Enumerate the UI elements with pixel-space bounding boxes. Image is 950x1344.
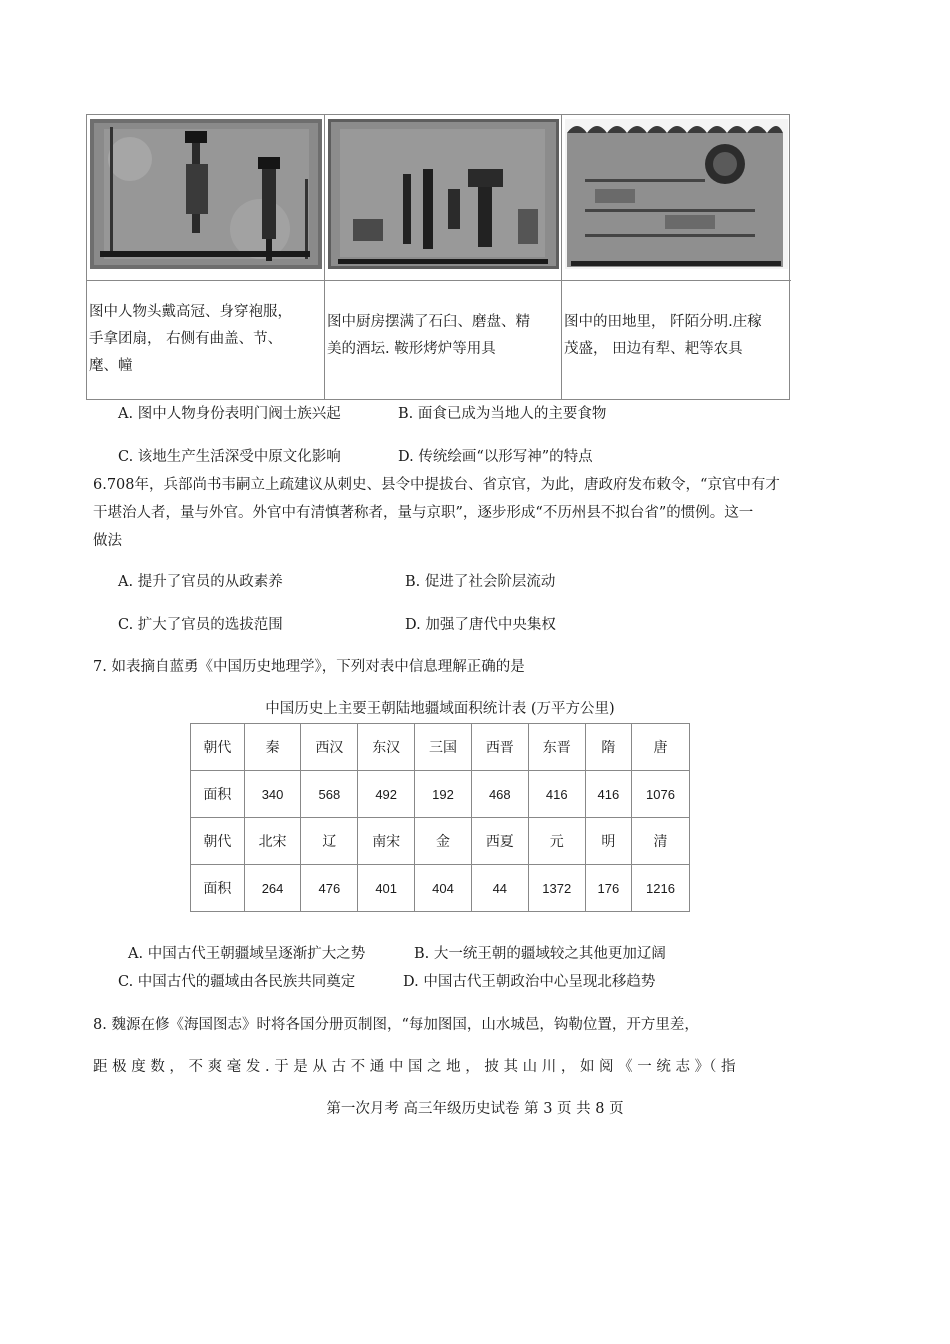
table-cell: 东晋 bbox=[528, 724, 585, 771]
field-rubbing-image bbox=[565, 119, 788, 269]
image-cell-3 bbox=[562, 115, 791, 280]
table-cell: 401 bbox=[358, 865, 415, 912]
q7-option-b: B. 大一统王朝的疆域较之其他更加辽阔 bbox=[414, 946, 666, 962]
table-cell: 1076 bbox=[631, 771, 689, 818]
table-cell: 朝代 bbox=[191, 724, 245, 771]
image-caption-2 bbox=[325, 280, 562, 400]
table-row bbox=[191, 818, 690, 865]
q5-option-c: C. 该地生产生活深受中原文化影响 bbox=[118, 449, 341, 465]
table-cell: 404 bbox=[415, 865, 472, 912]
table-cell: 1372 bbox=[528, 865, 585, 912]
caption-3-line-1: 图中的田地里， 阡陌分明.庄稼 bbox=[564, 314, 762, 330]
table-row bbox=[191, 865, 690, 912]
table-cell: 1216 bbox=[631, 865, 689, 912]
table-cell: 东汉 bbox=[358, 724, 415, 771]
q5-option-a: A. 图中人物身份表明门阀士族兴起 bbox=[118, 406, 341, 422]
q7-option-a: A. 中国古代王朝疆域呈逐渐扩大之势 bbox=[128, 946, 366, 962]
table-cell: 南宋 bbox=[358, 818, 415, 865]
q5-option-d: D. 传统绘画“以形写神”的特点 bbox=[398, 449, 593, 465]
image-cell-1 bbox=[87, 115, 325, 280]
table-cell: 176 bbox=[585, 865, 631, 912]
table-row bbox=[191, 771, 690, 818]
q8-line-2: 距 极 度 数 ， 不 爽 毫 发 . 于 是 从 古 不 通 中 国 之 地 ， 披 其 山 川 ， 如 阅 《 一 统 志 》（ 指 bbox=[93, 1059, 736, 1075]
territory-area-table bbox=[190, 723, 690, 912]
q6-option-d: D. 加强了唐代中央集权 bbox=[405, 617, 556, 633]
table-cell: 秦 bbox=[244, 724, 301, 771]
table-cell: 416 bbox=[528, 771, 585, 818]
caption-3-line-2: 茂盛， 田边有犁、耙等农具 bbox=[564, 341, 743, 357]
q7-option-c: C. 中国古代的疆域由各民族共同奠定 bbox=[118, 974, 356, 990]
table-cell: 金 bbox=[415, 818, 472, 865]
table-cell: 416 bbox=[585, 771, 631, 818]
q6-option-a: A. 提升了官员的从政素养 bbox=[118, 574, 283, 590]
table-cell: 明 bbox=[585, 818, 631, 865]
caption-1-line-3: 麾、幢 bbox=[89, 358, 133, 374]
table-cell: 唐 bbox=[631, 724, 689, 771]
caption-1-line-2: 手拿团扇， 右侧有曲盖、节、 bbox=[89, 331, 283, 347]
table-cell: 隋 bbox=[585, 724, 631, 771]
table-cell: 北宋 bbox=[244, 818, 301, 865]
caption-2-line-2: 美的酒坛. 鞍形烤炉等用具 bbox=[327, 341, 496, 357]
table-cell: 476 bbox=[301, 865, 358, 912]
caption-2-line-1: 图中厨房摆满了石臼、磨盘、精 bbox=[327, 314, 530, 330]
table-cell: 朝代 bbox=[191, 818, 245, 865]
table-cell: 辽 bbox=[301, 818, 358, 865]
page-footer: 第一次月考 高三年级历史试卷 第 3 页 共 8 页 bbox=[326, 1101, 624, 1117]
q6-stem-line-1: 6.708年，兵部尚书韦嗣立上疏建议从刺史、县令中提拔台、省京官，为此，唐政府发布敕令，“京官中有才 bbox=[93, 477, 780, 493]
q6-stem-line-3: 做法 bbox=[93, 533, 122, 549]
table-cell: 西汉 bbox=[301, 724, 358, 771]
q5-option-b: B. 面食已成为当地人的主要食物 bbox=[398, 406, 607, 422]
q8-line-1: 8. 魏源在修《海国图志》时将各国分册页制图，“每加图国，山水城邑，钩勒位置，开方里差， bbox=[93, 1017, 699, 1033]
figures-rubbing-image bbox=[90, 119, 322, 269]
table-row bbox=[191, 724, 690, 771]
table-cell: 340 bbox=[244, 771, 301, 818]
q7-option-d: D. 中国古代王朝政治中心呈现北移趋势 bbox=[403, 974, 656, 990]
table-cell: 西夏 bbox=[471, 818, 528, 865]
q6-stem-line-2: 干堪治人者，量与外官。外官中有清慎著称者，量与京职”，逐步形成“不历州县不拟台省”的惯例。这一 bbox=[93, 505, 754, 521]
kitchen-rubbing-image bbox=[328, 119, 559, 269]
caption-1-line-1: 图中人物头戴高冠、身穿袍服， bbox=[89, 304, 292, 320]
table-cell: 面积 bbox=[191, 865, 245, 912]
image-cell-2 bbox=[325, 115, 562, 280]
table-cell: 西晋 bbox=[471, 724, 528, 771]
table-cell: 192 bbox=[415, 771, 472, 818]
table-cell: 三国 bbox=[415, 724, 472, 771]
q6-option-b: B. 促进了社会阶层流动 bbox=[405, 574, 556, 590]
image-caption-3 bbox=[562, 280, 791, 400]
table-cell: 492 bbox=[358, 771, 415, 818]
table-cell: 清 bbox=[631, 818, 689, 865]
table-cell: 元 bbox=[528, 818, 585, 865]
q6-option-c: C. 扩大了官员的选拔范围 bbox=[118, 617, 283, 633]
q7-stem: 7. 如表摘自蓝勇《中国历史地理学》，下列对表中信息理解正确的是 bbox=[93, 659, 525, 675]
image-table bbox=[86, 114, 790, 400]
table-cell: 44 bbox=[471, 865, 528, 912]
table-title: 中国历史上主要王朝陆地疆域面积统计表 (万平方公里) bbox=[265, 701, 615, 717]
table-cell: 568 bbox=[301, 771, 358, 818]
table-cell: 264 bbox=[244, 865, 301, 912]
table-cell: 468 bbox=[471, 771, 528, 818]
table-cell: 面积 bbox=[191, 771, 245, 818]
image-caption-1 bbox=[87, 280, 325, 400]
